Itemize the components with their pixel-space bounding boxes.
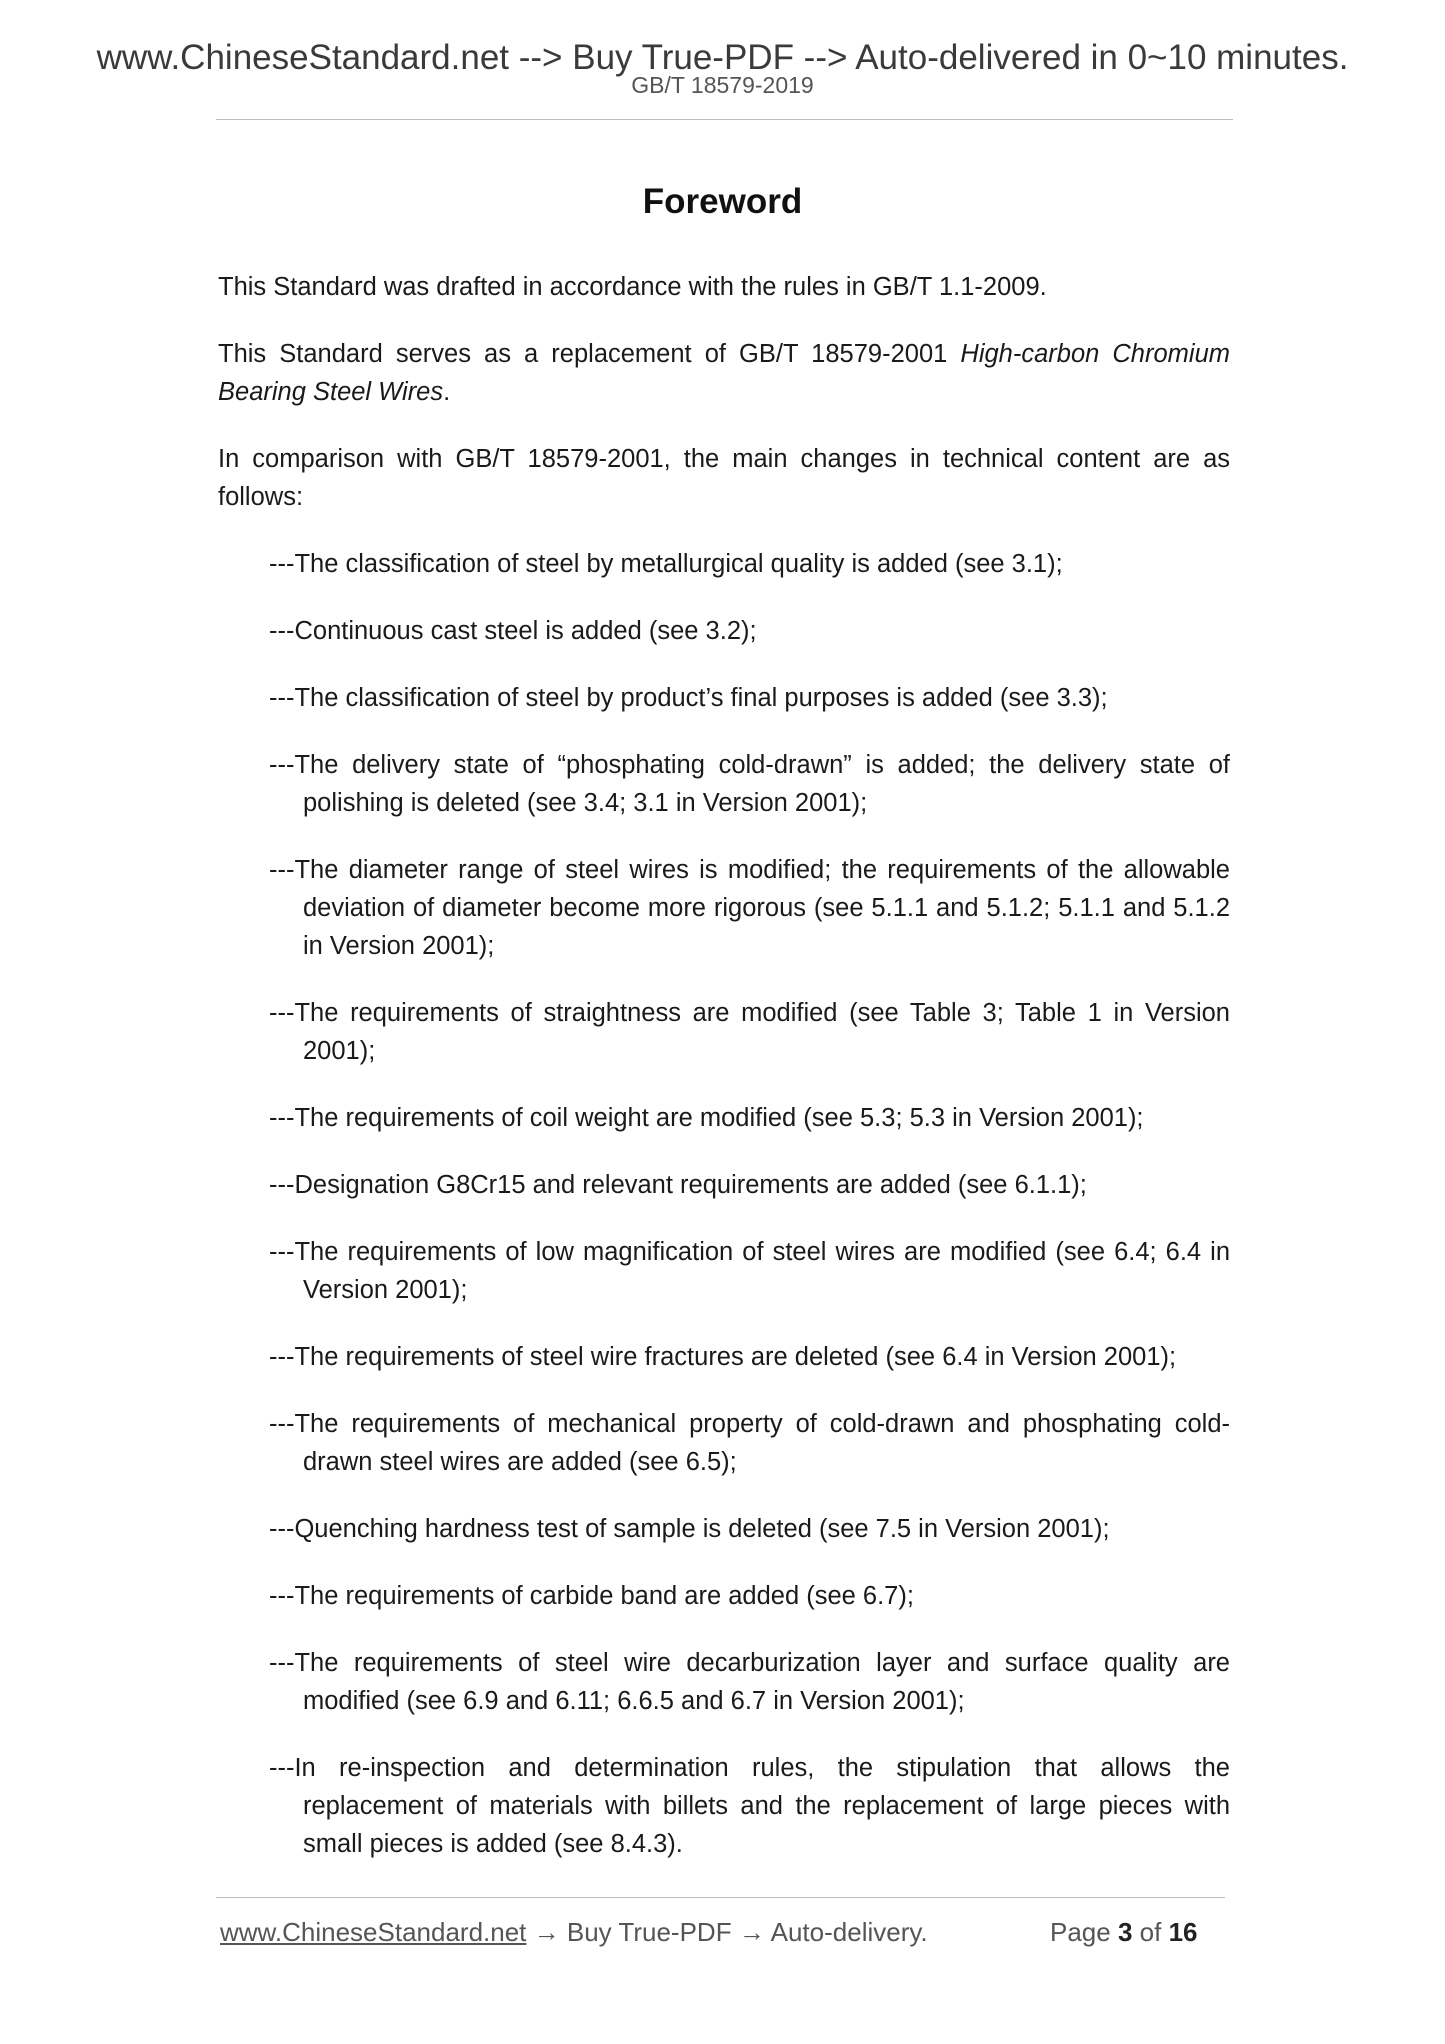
list-item: ---Designation G8Cr15 and relevant requirements are added (see 6.1.1); bbox=[269, 1171, 1087, 1199]
list-item: ---The requirements of steel wire fractures are deleted (see 6.4 in Version 2001); bbox=[269, 1343, 1177, 1371]
list-item: ---In re-inspection and determination rules, the stipulation that allows the replacement of materials with billets and the replacement of large pieces with small pieces is added (see 8.4.3). bbox=[269, 1754, 1230, 1858]
intro-p2-end: . bbox=[443, 378, 451, 406]
list-item: ---The diameter range of steel wires is modified; the requirements of the allowable deviation of diameter become more rigorous (see 5.1.1 and 5.1.2; 5.1.1 and 5.1.2 in Version 2001); bbox=[269, 856, 1230, 960]
list-item: ---The classification of steel by metallurgical quality is added (see 3.1); bbox=[269, 550, 1063, 578]
standard-code: GB/T 18579-2019 bbox=[631, 72, 814, 98]
page-of: of bbox=[1139, 1917, 1162, 1947]
list-item: ---The requirements of carbide band are added (see 6.7); bbox=[269, 1582, 914, 1610]
footer-site-link[interactable]: www.ChineseStandard.net bbox=[220, 1917, 527, 1947]
foreword-body bbox=[218, 268, 1230, 1863]
total-pages: 16 bbox=[1168, 1917, 1198, 1947]
list-item: ---The requirements of coil weight are modified (see 5.3; 5.3 in Version 2001); bbox=[269, 1104, 1144, 1132]
arrow-right-icon: → bbox=[738, 1917, 765, 1947]
list-item: ---Continuous cast steel is added (see 3.2); bbox=[269, 617, 757, 645]
standard-title-italic: High-carbon Chromium Bearing Steel Wires bbox=[218, 340, 1230, 406]
arrow-right-icon: → bbox=[533, 1917, 560, 1947]
footer bbox=[220, 1915, 928, 1949]
intro-paragraph-1: This Standard was drafted in accordance with the rules in GB/T 1.1-2009. bbox=[218, 273, 1047, 301]
list-item: ---The classification of steel by product’s final purposes is added (see 3.3); bbox=[269, 684, 1108, 712]
header-divider bbox=[216, 119, 1233, 120]
page-title: Foreword bbox=[642, 182, 803, 221]
page-label: Page bbox=[1050, 1917, 1111, 1947]
intro-p2-text: This Standard serves as a replacement of GB/T 18579-2001 bbox=[218, 340, 961, 368]
footer-auto-text: Auto-delivery. bbox=[770, 1917, 928, 1947]
list-item: ---Quenching hardness test of sample is deleted (see 7.5 in Version 2001); bbox=[269, 1515, 1110, 1543]
list-item: ---The delivery state of “phosphating cold-drawn” is added; the delivery state of polishing is deleted (see 3.4; 3.1 in Version 2001); bbox=[269, 751, 1230, 817]
header-banner: www.ChineseStandard.net --> Buy True-PDF --> Auto-delivered in 0~10 minutes. bbox=[96, 38, 1349, 77]
list-item: ---The requirements of low magnification of steel wires are modified (see 6.4; 6.4 in Version 2001); bbox=[269, 1238, 1230, 1304]
footer-buy-text: Buy True-PDF bbox=[566, 1917, 732, 1947]
footer-divider bbox=[216, 1897, 1225, 1898]
intro-paragraph-3: In comparison with GB/T 18579-2001, the main changes in technical content are as follows: bbox=[218, 445, 1230, 511]
page-number bbox=[1050, 1915, 1198, 1949]
changes-list bbox=[218, 545, 1230, 1863]
intro-paragraph-2 bbox=[218, 335, 1230, 411]
current-page: 3 bbox=[1117, 1917, 1133, 1947]
list-item: ---The requirements of straightness are modified (see Table 3; Table 1 in Version 2001); bbox=[269, 999, 1230, 1065]
list-item: ---The requirements of mechanical property of cold-drawn and phosphating cold-drawn steel wires are added (see 6.5); bbox=[269, 1410, 1230, 1476]
list-item: ---The requirements of steel wire decarburization layer and surface quality are modified (see 6.9 and 6.11; 6.6.5 and 6.7 in Version 2001); bbox=[269, 1649, 1230, 1715]
